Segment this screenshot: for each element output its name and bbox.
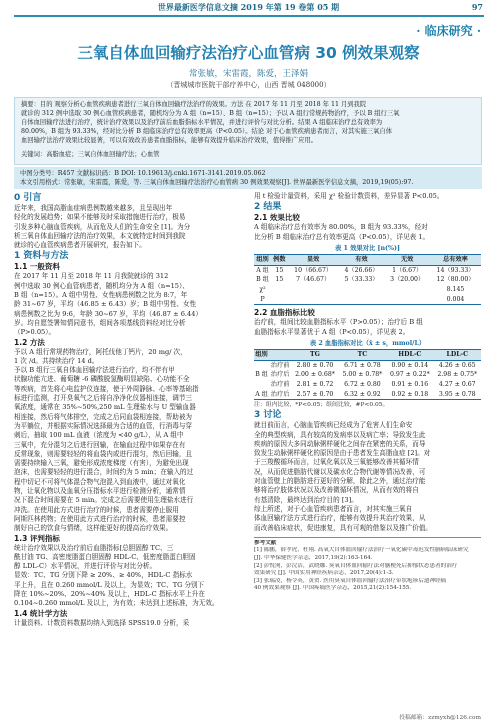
text-line: 三氧中，充分混匀之后进行回输，在输血过程中如果存在有	[14, 440, 186, 449]
subsection-heading: 1.1 一般资料	[14, 262, 60, 272]
table-header-cell: 例数	[271, 254, 288, 265]
abstract-line: 摘要：目的 观察分析心血管疾病患者进行三氧自体血回输疗法治疗的效果。方法 在 2017 年 11 月至 2018 年 11 月到我院	[21, 101, 367, 108]
table-cell: 治疗后	[269, 390, 291, 400]
reference-line: [1] 陈鹏，薛孝虎，杜翔. 高氧大自体血回输疗法治疗一氧化碳中毒迟发性脑病临床研究	[254, 547, 469, 554]
abstract-line: 自体血回输疗法进行治疗，统计治疗效果以及治疗前后血脂指标水平情况，并进行评价与对比分析。结果 A 组临床治疗总有效率为	[21, 119, 383, 126]
table-header-cell: 显效	[288, 254, 339, 265]
table-cell: 8.145	[446, 286, 465, 294]
text-line: 病患例数之比为 9:6，年龄 30~67 岁，平均（46.87 ± 6.44）	[14, 309, 202, 318]
text-line: 制好自己的饮食与情绪，这样能更好的提高治疗效果。	[14, 524, 173, 533]
text-line: 在 2017 年 11 月至 2018 年 11 月我院就诊的 312	[14, 272, 169, 281]
table-cell: 2.57 ± 0.70	[291, 390, 338, 400]
text-line: 轻化的发展趋势；如果不能够及时采取措施进行治疗，极易	[14, 213, 186, 222]
table-2	[254, 349, 481, 400]
text-line: 引发多种心脑血管疾病，从而危及人们的生命安全 [1]。为分	[14, 222, 191, 231]
text-line: 况，从而促进脂肪代谢以及碳水化合物代谢等情况改善，可	[254, 467, 426, 476]
text-line: 氧浓度，通常在 35%~50%,250 mL 生理盐水与 U 型输血器	[14, 403, 196, 412]
section-heading: 0 引言	[14, 193, 42, 203]
header-rule	[14, 15, 484, 17]
table-cell: 3.95 ± 0.78	[434, 390, 481, 400]
section-heading: 3 讨论	[254, 410, 282, 421]
subsection-heading: 1.4 统计学方法	[14, 608, 68, 618]
text-line: 治疗前，组间比较血脂指标水平（P>0.05）；治疗后 B 组	[254, 318, 423, 327]
table-header-cell: TC	[339, 349, 386, 360]
table-cell: 4.26 ± 0.65	[438, 361, 476, 369]
text-line: 冲洗。在使用此方式进行治疗的时候，患者需要停止服用	[14, 505, 179, 514]
table-cell: 2.81 ± 0.72	[296, 381, 334, 389]
table-cell: 治疗前	[270, 361, 290, 369]
table-row	[254, 360, 481, 370]
table-header-cell: 无效	[384, 254, 430, 265]
table-cell: B 组	[255, 371, 268, 379]
text-line: 比分析 B 组临床治疗总有效率更高（P<0.05），详见表 1。	[254, 232, 430, 241]
table-cell: 治疗前	[270, 381, 290, 389]
section-heading: 2 结果	[254, 202, 282, 213]
table-cell: 3（20.00）	[390, 276, 425, 284]
text-line: 致发生动脉粥样硬化的原因是由于患者发生高脂血症 [2]。对	[254, 449, 431, 458]
table-row	[254, 295, 481, 305]
text-line: A 组临床治疗总有效率为 80.00%，B 组为 93.33%，经对	[254, 223, 428, 232]
abstract-box	[14, 97, 482, 165]
table-cell	[271, 295, 288, 305]
table-header-cell: HDL-C	[386, 349, 433, 360]
page-number: 97	[471, 2, 483, 12]
text-line: 析三氧自体血回输疗法的治疗效果，本文就特定时间到我院	[14, 231, 186, 240]
text-line: 显效：TC、TG 分别下降 ≥ 20%、≥ 40%，HDL-C 指标水	[14, 571, 193, 580]
affiliation: （晋城城市医院干部疗养中心，山西 晋城 048000）	[166, 81, 331, 89]
table-row	[254, 390, 481, 400]
text-line: 平上升，且在 0.260 mmol/L 及以上，为显效；TC、TG 分别下	[14, 580, 205, 589]
paragraph	[14, 544, 241, 609]
text-line: 标进行监测，打开臭氧气之后将自净净化仪器相连接，调节三	[14, 394, 193, 403]
table-cell	[271, 285, 288, 295]
table-2-title: 表 2 血脂指标对比（x̄ ± s，mmol/L）	[309, 339, 426, 347]
submission-email: 投稿邮箱：zzmyxh@126.com	[399, 715, 481, 721]
table-header-cell: 组别	[254, 254, 271, 265]
text-line: 泡沫，也需要轻轻的进行混合，时间约为 5 min；在输入的过	[14, 468, 194, 477]
text-line: 岁。均自愿签署知情同意书，组间各项基线资料经对比分析	[14, 318, 186, 327]
table-cell: χ²	[259, 286, 266, 294]
table-cell	[288, 285, 339, 295]
text-line: B 组（n=15）。A 组中男性、女性病患例数之比为 8:7，年	[14, 291, 188, 300]
section-label: · 临床研究 ·	[416, 24, 481, 38]
table-cell: 2.00 ± 0.68*	[295, 371, 335, 379]
text-line: 阿斯匹林药物；在使用此方式进行治疗的时候，患者需要控	[14, 514, 186, 523]
table-cell: 0.90 ± 0.14	[391, 361, 429, 369]
table-cell: 0.92 ± 0.18	[386, 390, 433, 400]
page-header	[0, 0, 497, 15]
text-line: 有基清除，最终达到治疗目的 [3]。	[254, 495, 358, 504]
text-line: 计量资料、计数资料数据均纳入到选择 SPSS19.0 分析，采	[14, 618, 190, 627]
table-cell: 10（66.67）	[294, 266, 333, 274]
article-title: 三氧自体血回输疗法治疗心血管病 30 例效果观察	[77, 44, 420, 62]
table-cell	[384, 295, 430, 305]
citation-metadata	[14, 167, 482, 189]
text-line: 降在 10%~20%、20%~40% 及以上，HDL-C 指标水平上升在	[14, 589, 205, 598]
right-column	[254, 192, 481, 593]
table-row	[254, 370, 481, 380]
subsection-heading: 1.3 评判指标	[14, 533, 60, 543]
text-line: 刺后，抽取 100 mL 血液（浓度为 <40 g/L），从 A 组中	[14, 431, 184, 440]
table-row	[254, 275, 481, 285]
text-line: 等疾病，首先将心电监护仪连接，使于外周静脉、心率等基础指	[14, 384, 199, 393]
text-line: 0.104~0.260 mmol/L 及以上，为有效；未达到上述标准，为无效。	[14, 599, 219, 608]
references-heading: 参考文献	[254, 539, 277, 546]
text-line: 就目前而言，心脑血管疾病已经成为了危害人们生命安	[254, 421, 413, 430]
text-line: 全的典型疾病，具有较高的发病率以及病亡率；导致发生此	[254, 430, 426, 439]
reference-line: [J]. 中华保健医学杂志，2017,19(2):163-164.	[254, 554, 373, 561]
keywords: 关键词：高脂血症；三氧自体血回输疗法；心血管	[21, 151, 160, 158]
table-cell: 4.27 ± 0.67	[438, 381, 476, 389]
table-cell	[384, 285, 430, 295]
table-header-cell: 有效	[339, 254, 385, 265]
table-row	[254, 285, 481, 295]
table-cell: 12（80.00）	[436, 276, 475, 284]
table-cell: 15	[275, 266, 284, 274]
reference-line: [2] 彭悦洵，彭浣洁，武晓娜. 臭氧自体血回输疗法对脑梗死后抑郁状态患者的治疗	[254, 562, 458, 569]
text-line: 综上所述，对于心血管疾病患者而言，对其实施三氧自	[254, 504, 413, 513]
text-line: 对血管壁上的脂肪进行更好的分解，除此之外，通过治疗能	[254, 477, 426, 486]
table-cell: B 组	[256, 276, 269, 284]
text-line: 够将治疗肢体状况以及改善微循环情况，从而有效的将自	[254, 486, 419, 495]
abstract-line: 就诊的 312 例中选取 30 例心血管疾病患者，随机均分为 A 组（n=15）、B 组（n=15）；予以 A 组行常规药物治疗，予以 B 组行三氧	[21, 110, 400, 117]
subsection-heading: 1.2 方法	[14, 337, 45, 347]
text-line: 近年来，我国高脂血症病患例数越来越多，且呈现出年	[14, 204, 173, 212]
table-cell: 2.80 ± 0.70	[296, 361, 334, 369]
references-divider	[254, 537, 481, 538]
text-line: 龄 31~67 岁，平均（46.85 ± 6.43）岁；B 组中男性、女性	[14, 300, 197, 309]
subsection-heading: 2.2 血脂指标比较	[254, 308, 315, 318]
text-line: 反常现象，则需要轻轻的将血袋内或进行混匀，然后回输，且	[14, 449, 193, 458]
table-cell	[254, 360, 269, 370]
authors: 常张敏，宋雷霞，陈爱，王泽娟	[188, 69, 308, 79]
table-cell	[254, 380, 269, 390]
text-line: 予以 B 组行三氧自体血回输疗法进行治疗，均不伴有甲	[14, 366, 175, 375]
abstract-line: 80.00%，B 组为 93.33%，经对比分析 B 组临床治疗总有效率更高（P<0.05）。结论 对于心血管疾病患者而言，对其实施三氧自体	[21, 128, 393, 135]
table-cell: 治疗后	[270, 371, 290, 379]
table-header-cell: 组别	[254, 349, 269, 360]
table-cell: 2.98 ± 0.75*	[437, 371, 478, 379]
table-cell: 5.00 ± 0.78*	[342, 371, 383, 379]
table-cell: 7（46.67）	[296, 276, 331, 284]
table-1	[254, 254, 481, 305]
table-cell	[339, 295, 385, 305]
table-cell: 1（6.67）	[392, 266, 423, 274]
text-line: 1 次 /d。共持续治疗 14 d。	[14, 356, 99, 365]
text-line: 而改善临床症状，促进康复，具有可观的借鉴以及推广价值。	[254, 523, 433, 532]
table-cell: 0.004	[430, 295, 481, 305]
table-cell	[339, 285, 385, 295]
table-header-cell: TG	[291, 349, 338, 360]
text-line: 予以 A 组行常规药物治疗，阿托伐他丁钙片，20 mg/ 次，	[14, 347, 187, 356]
paragraph	[254, 318, 481, 337]
text-line: 统计治疗效果以及治疗前后血脂指标[总胆固醇 TC、三	[14, 543, 174, 552]
section-heading: 1 资料与方法	[14, 251, 69, 262]
table-1-title: 表 1 效果对比 [n(%)]	[335, 244, 400, 252]
text-line: 体血回输疗法方式进行治疗，能够有效提升其治疗效果，从	[254, 514, 426, 523]
reference-line: [3] 张瑞凌，杨令英，黄贺. 医用臭氧自体血回输疗法治疗带状疱疹后遗神经痛	[254, 577, 447, 584]
table-row	[254, 265, 481, 275]
table-cell: 0.97 ± 0.22*	[389, 371, 430, 379]
table-cell: A 组	[256, 266, 269, 274]
table-row	[254, 380, 481, 390]
text-line: 状腺功能亢进、葡萄糖 -6 磷酸脱氢酶明显缺陷、心功能不全	[14, 375, 190, 384]
reference-line: 40 例效果观察 [J]. 中国疼痛医学杂志，2015,21(2):154-155.	[254, 585, 412, 592]
table-cell: 5（33.33）	[344, 276, 379, 284]
paragraph	[254, 192, 481, 201]
text-line: 相连接，然后将气体排空，完成之后同血袋相连接，帮助被为	[14, 412, 193, 421]
text-line: 况下混合时间需要在 5 min。完成之后需要使用生理盐水进行	[14, 496, 194, 505]
table-cell: A 组	[254, 390, 269, 400]
table-header-cell	[269, 349, 291, 360]
paragraph	[254, 421, 481, 533]
table-cell: 6.71 ± 0.78	[344, 361, 381, 369]
paragraph	[14, 204, 241, 250]
text-line: 例中选取 30 例心血管病患者，随机均分为 A 组（n=15）、	[14, 281, 189, 290]
paragraph	[254, 223, 481, 242]
text-line: 酰甘油 TG、高密度脂蛋白胆固醇 HDL-C、低密度脂蛋白胆固	[14, 552, 196, 561]
text-line: 血脂指标水平显著优于 A 组（P<0.05），详见表 2。	[254, 327, 410, 336]
table-cell: 14（93.33）	[436, 266, 475, 274]
table-cell: 15	[275, 276, 284, 284]
table-header-cell: 总有效率	[430, 254, 481, 265]
table-header-cell: LDL-C	[434, 349, 481, 360]
text-line: 于三羧酸循环而言，过氧化氧以及三氧能够改善其循环情	[254, 458, 419, 467]
paragraph	[14, 272, 241, 337]
text-line: （P>0.05）。	[14, 328, 56, 337]
paragraph	[14, 619, 241, 628]
text-line: 为平躺位，并根据实际情况选择最为合适的血管，行消毒与穿	[14, 421, 193, 430]
text-line: 物，让氧化物以及血氧分压指标水平进行检测分析，通常情	[14, 487, 186, 496]
subsection-heading: 2.1 效果比较	[254, 213, 300, 223]
table-cell: 6.72 ± 0.80	[344, 381, 381, 389]
references-list	[254, 547, 481, 593]
text-line: 疾病的原因大多同动脉粥样硬化之间存在紧密的关系，而导	[254, 439, 426, 448]
journal-title: 世界最新医学信息文摘 2019 年第 19 卷第 05 期	[157, 2, 340, 12]
table-cell: P	[254, 295, 271, 305]
classification-line: 中图分类号：R457 文献标识码：B DOI: 10.19613/j.cnki.1671-3141.2019.05.062	[20, 170, 266, 177]
text-line: 用 t 检验计量资料，采用 χ² 检验计数资料，差异显著 P<0.05。	[254, 192, 444, 200]
text-line: 程中切记不可将气体混合物气泡混入到血液中，通过对氧化	[14, 477, 186, 486]
abstract-line: 血回输疗法治疗效果比较显著，可以有效改善患者血脂指标，能够有效提升临床治疗效果，值得推广应用。	[21, 137, 317, 144]
text-line: 就诊的心血管疾病患者开展研究，报告如下。	[14, 241, 146, 250]
table-cell: 4（26.66）	[344, 266, 379, 274]
table-2-note: 注：组内比较，*P<0.05；组间比较，#P<0.05。	[254, 402, 389, 409]
table-cell	[288, 295, 339, 305]
text-line: 需要持续输入三氧，避免形成浓度梯度（有害），为避免出现	[14, 459, 189, 468]
left-column	[14, 192, 241, 628]
paragraph	[14, 348, 241, 534]
text-line: 醇 LDL-C）水平情况，并进行评价与对比分析。	[14, 562, 157, 571]
table-cell: 6.32 ± 0.92	[339, 390, 386, 400]
table-cell: 0.91 ± 0.16	[391, 381, 429, 389]
reference-line: 效果研究 [J]. 中国实用神经疾病杂志，2017,20(4):1-3.	[254, 570, 394, 577]
citation-format-line: 本文引用格式：常张敏，宋雷霞，陈爱，等. 三氧自体血回输疗法治疗心血管病 30 例效果观察[J]. 世界最新医学信息文摘，2019,19(05):97.	[20, 179, 414, 186]
